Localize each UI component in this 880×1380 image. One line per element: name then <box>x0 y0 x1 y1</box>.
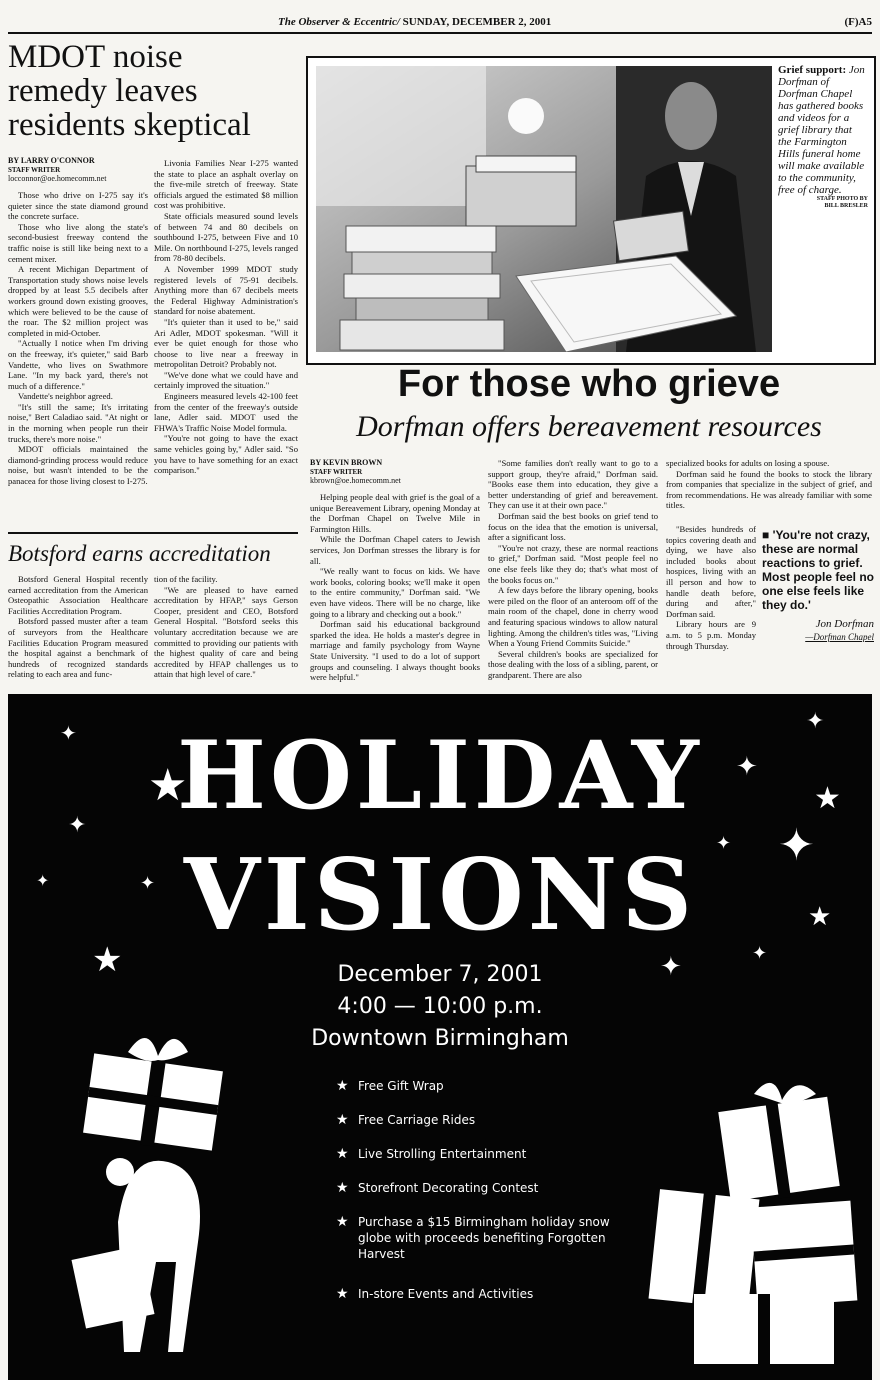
photo-credit: STAFF PHOTO BY <box>816 196 868 202</box>
photo-credit-name: BILL BRESLER <box>824 203 868 209</box>
paragraph: "You're not crazy, these are normal reactions to grief," Dorfman said. "Most people feel no one else feels like they do; that's what most of the books focus on." <box>488 542 658 585</box>
star-icon: ✦ <box>660 952 682 981</box>
star-icon: ★ <box>808 902 832 931</box>
paragraph: Dorfman said his educational background sparked the idea. He holds a master's degree in marriage and family psychology from Wayne State University. "I used to do a lot of support groups and counseling. I always thought books were helpful." <box>310 619 480 683</box>
gift-pile-right-illustration <box>634 1074 864 1374</box>
list-item: ★ Purchase a $15 Birmingham holiday snow globe with proceeds benefiting Forgotten Harvest <box>336 1214 610 1261</box>
ad-place: Downtown Birmingham <box>311 1026 569 1051</box>
paragraph: "We've done what we could have and certainly improved the situation." <box>154 369 298 391</box>
paragraph: MDOT officials maintained the diamond-grinding process would reduce noise, but wasn't intended to be the panacea for those living closest to I-275. <box>8 444 148 487</box>
paragraph: A few days before the library opening, books were piled on the floor of an anteroom off of the main room of the chapel, done in cherry wood and featuring spacious windows to allow natural lighting. Among the children's titles was, "Living When a Young Friend Commits Suicide." <box>488 585 658 649</box>
paragraph: Library hours are 9 a.m. to 5 p.m. Monday through Thursday. <box>666 619 756 651</box>
list-item: ★ In-store Events and Activities <box>336 1286 534 1302</box>
pull-quote-text: ■ 'You're not crazy, these are normal reactions to grief. Most people feel no one else feels like they do.' <box>762 528 875 612</box>
star-icon: ★ <box>92 942 123 979</box>
mdot-staff: STAFF WRITER <box>8 166 61 174</box>
star-icon: ★ <box>148 761 188 810</box>
paragraph: State officials measured sound levels of between 74 and 80 decibels on southbound I-275, between Five and 10 Mile. On northbound I-275, levels ranged from 78-80 decibels. <box>154 210 298 264</box>
star-icon: ✦ <box>60 723 77 745</box>
botsford-headline: Botsford earns accreditation <box>8 541 271 566</box>
star-icon: ✦ <box>140 873 156 893</box>
pull-quote-attribution: Jon Dorfman <box>815 618 874 630</box>
star-icon: ★ <box>336 1112 349 1128</box>
list-item: ★ Live Strolling Entertainment <box>336 1146 527 1162</box>
star-icon: ★ <box>336 1180 349 1196</box>
photo-illustration <box>316 66 772 352</box>
paragraph: Engineers measured levels 42-100 feet from the center of the freeway's outside lane, Adler said. MDOT used the FHWA's Traffic Noise Model formula. <box>154 391 298 433</box>
dorfman-email: kbrown@oe.homecomm.net <box>310 476 401 485</box>
star-icon: ✦ <box>806 708 825 733</box>
ad-date: December 7, 2001 <box>337 962 543 987</box>
paragraph: "Besides hundreds of topics covering death and dying, we have also included books about hospices, living with an ill person and how to handle death before, during and after," Dorfman said. <box>666 524 756 619</box>
star-icon: ★ <box>336 1078 349 1094</box>
masthead <box>8 14 872 34</box>
paragraph: "Actually I notice when I'm driving on the freeway, it's quieter," said Barb Vandette, who lives on Swathmore Lane. "In my back yard, there's not much of a difference." <box>8 338 148 391</box>
star-icon: ✦ <box>68 812 87 837</box>
ad-time: 4:00 — 10:00 p.m. <box>337 994 543 1019</box>
paragraph: "You're not going to have the exact same vehicles going by," Adler said. "So you have to have something for an exact comparison." <box>154 433 298 476</box>
star-icon: ★ <box>336 1286 349 1302</box>
photo-box <box>306 56 876 365</box>
paragraph: Those who drive on I-275 say it's quieter since the state diamond ground the concrete surface. <box>8 190 148 222</box>
dorfman-column-3-narrow <box>666 524 756 651</box>
dorfman-staff: STAFF WRITER <box>310 468 363 476</box>
star-icon: ✦ <box>778 821 815 870</box>
dorfman-byline: BY KEVIN BROWN <box>310 458 383 467</box>
photo-cutline: Grief support: Jon Dorfman of Dorfman Chapel has gathered books and videos for a grief library that the Farmington Hills funeral home will make available to the community, free of charge. STAFF PHOTO BY BILL BRESLER <box>778 64 868 209</box>
paragraph: Several children's books are specialized for those dealing with the loss of a sibling, parent, or grandparent. There are also <box>488 648 658 680</box>
paragraph: "Some families don't really want to go to a support group, they're afraid," Dorfman said. "Books ease them into education, they give a better understanding of grief and bereavement. They can use it at their own pace." <box>488 458 658 511</box>
pull-quote-affiliation: —Dorfman Chapel <box>805 632 874 642</box>
star-icon: ✦ <box>736 752 758 781</box>
paragraph: "It's quieter than it used to be," said Ari Adler, MDOT spokesman. "Will it ever be quiet enough for those who choose to live near a freeway in metropolitan Detroit? Probably not. <box>154 316 298 370</box>
dorfman-headline: For those who grieve <box>397 363 781 405</box>
mdot-column-1 <box>8 156 148 487</box>
star-icon: ✦ <box>36 873 50 890</box>
ad-title-visions: VISIONS <box>183 838 697 953</box>
list-item: ★ Free Carriage Rides <box>336 1112 476 1128</box>
paragraph: tion of the facility. <box>154 574 218 584</box>
paragraph: Those who live along the state's second-busiest freeway contend the traffic noise is still like being next to a cement mixer. <box>8 221 148 264</box>
star-icon: ★ <box>336 1214 349 1230</box>
pull-quote <box>762 528 874 644</box>
dorfman-column-3 <box>666 458 872 511</box>
paragraph: While the Dorfman Chapel caters to Jewish services, Jon Dorfman stresses the library is for all. <box>310 534 480 566</box>
paragraph: specialized books for adults on losing a spouse. <box>666 458 830 468</box>
mdot-email: locconnor@oe.homecomm.net <box>8 174 107 183</box>
paragraph: "We are pleased to have earned accreditation by HFAP," says Gerson Cooper, president and CEO, Botsford General Hospital. "Botsford seeks this voluntary accreditation because we are committed to providing our patients with the highest quality of care and being accredited by HFAP challenges us to attain that high level of care." <box>154 584 298 680</box>
paragraph: A recent Michigan Department of Transportation study shows noise levels dropped by at least 5.5 decibels after workers ground down existing grooves, which were believed to be the cause of the roar. The $2 million project was completed in mid-October. <box>8 264 148 338</box>
mdot-headline: MDOT noise remedy leaves residents skeptical <box>8 39 251 143</box>
paragraph: "It's still the same; It's irritating noise," Bert Caladiao said. "At night or in the morning when people run their trucks, there's more noise." <box>8 401 148 444</box>
gift-figure-left-illustration <box>58 1012 258 1372</box>
section-rule <box>8 532 298 534</box>
botsford-column-1 <box>8 574 148 680</box>
square-bullet-icon: ■ <box>762 528 773 542</box>
paragraph: "We really want to focus on kids. We have work books, coloring books; we'll make it open to the entire community," Dorfman said. "We even have videos. There will be no charge, like going to a library and checking out a book." <box>310 566 480 619</box>
page-number: (F)A5 <box>844 16 872 28</box>
paragraph: Dorfman said he found the books to stock the library from companies that specialize in the subject of grief, and from recommendations. He was already familiar with some titles. <box>666 468 872 511</box>
star-icon: ★ <box>336 1146 349 1162</box>
star-icon: ✦ <box>716 833 732 853</box>
paragraph: Botsford passed muster after a team of surveyors from the Healthcare Facilities Education Program measured the hospital against a benchmark of hundreds of recognized standards relating to each area and func- <box>8 616 148 680</box>
mdot-column-2 <box>154 158 298 476</box>
list-item: ★ Storefront Decorating Contest <box>336 1180 539 1196</box>
dorfman-subhead: Dorfman offers bereavement resources <box>356 410 822 443</box>
paragraph: Helping people deal with grief is the goal of a unique Bereavement Library, opening Monday at the Dorfman Chapel on Twelve Mile in Farmington Hills. <box>310 492 480 534</box>
botsford-column-2 <box>154 574 298 680</box>
holiday-visions-ad <box>8 694 872 1380</box>
paragraph: Botsford General Hospital recently earned accreditation from the American Osteopathic Association Healthcare Facilities Accreditation Program. <box>8 574 148 616</box>
mdot-byline: BY LARRY O'CONNOR <box>8 156 95 165</box>
ad-title-holiday: HOLIDAY <box>177 721 703 831</box>
paragraph: Vandette's neighbor agreed. <box>18 391 113 402</box>
dorfman-column-2 <box>488 458 658 680</box>
star-icon: ✦ <box>752 943 768 963</box>
list-item: ★ Free Gift Wrap <box>336 1078 444 1094</box>
paragraph: Dorfman said the best books on grief tend to focus on the idea that the emotion is universal, after a significant loss. <box>488 510 658 543</box>
paragraph: Livonia Families Near I-275 wanted the state to place an asphalt overlay on the five-mile stretch of freeway. State officials argued the estimated $8 million cost was prohibitive. <box>154 158 298 211</box>
paragraph: A November 1999 MDOT study registered levels of 75-91 decibels. Anything more than 67 decibels meets the Federal Highway Administration's standard for noise abatement. <box>154 263 298 317</box>
star-icon: ★ <box>814 782 841 815</box>
masthead-paper-date: The Observer & Eccentric/ SUNDAY, DECEMBER 2, 2001 <box>278 16 552 28</box>
dorfman-photo <box>316 66 772 352</box>
dorfman-column-1 <box>310 458 480 683</box>
